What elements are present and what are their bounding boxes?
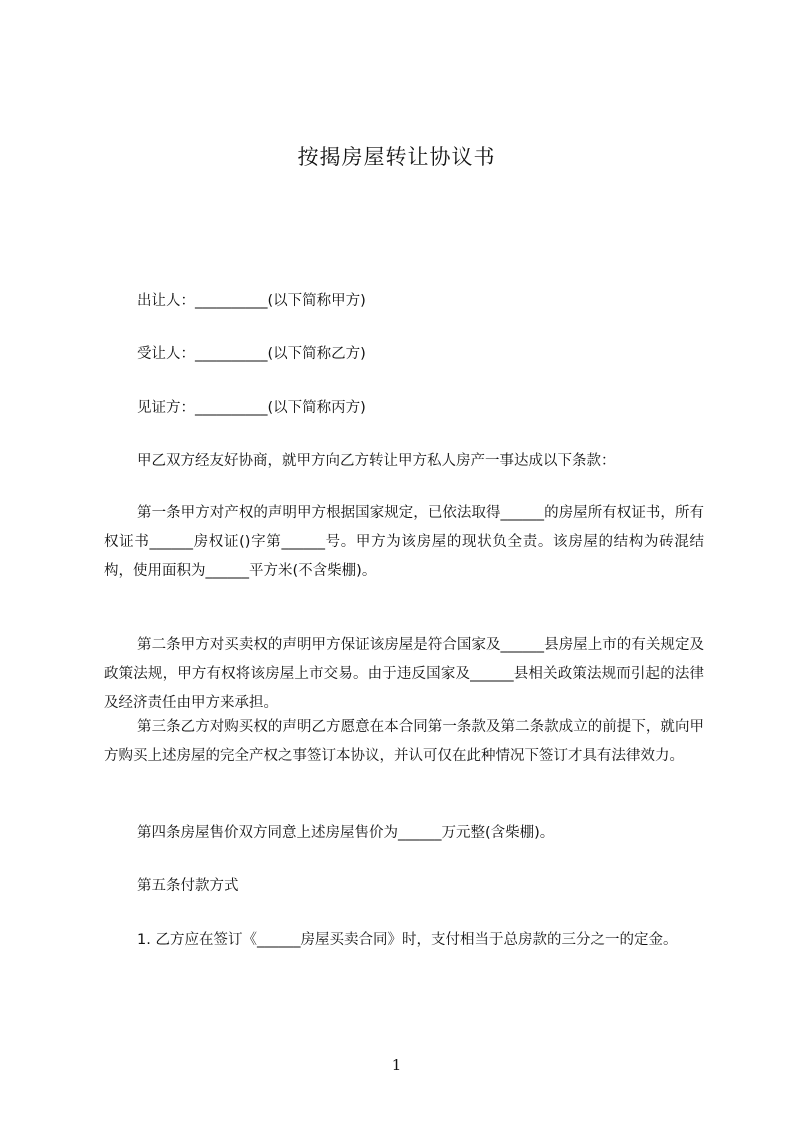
transferee-line: 受让人：__________(以下简称乙方) <box>137 346 366 362</box>
transferor-line: 出让人：__________(以下简称甲方) <box>137 293 366 309</box>
clause-5-item-1-text: 1. 乙方应在签订《______房屋买卖合同》时，支付相当于总房款的三分之一的定金。 <box>137 932 678 948</box>
page-number: 1 <box>391 1056 402 1074</box>
intro-paragraph: 甲乙双方经友好协商，就甲方向乙方转让甲方私人房产一事达成以下条款： <box>137 453 616 469</box>
clause-5-item-1 <box>104 926 704 955</box>
clause-2-paragraph <box>104 631 704 718</box>
clause-1-paragraph <box>104 499 704 586</box>
clause-1-text: 第一条甲方对产权的声明甲方根据国家规定，已依法取得______的房屋所有权证书，所有权证书______房权证()字第______号。甲方为该房屋的现状负全责。该房屋的结构为砖混结构，使用面积为______平方米(不含柴棚)。 <box>104 505 704 579</box>
clause-2-text: 第二条甲方对买卖权的声明甲方保证该房屋是符合国家及______县房屋上市的有关规定及政策法规，甲方有权将该房屋上市交易。由于违反国家及______县相关政策法规而引起的法律及经济责任由甲方来承担。 <box>104 637 704 711</box>
document-title: 按揭房屋转让协议书 <box>297 145 496 169</box>
clause-3-text: 第三条乙方对购买权的声明乙方愿意在本合同第一条款及第二条款成立的前提下，就向甲方购买上述房屋的完全产权之事签订本协议，并认可仅在此种情况下签订才具有法律效力。 <box>104 719 704 764</box>
clause-4-paragraph: 第四条房屋售价双方同意上述房屋售价为______万元整(含柴棚)。 <box>137 825 555 841</box>
clause-5-heading: 第五条付款方式 <box>137 878 239 894</box>
witness-line: 见证方：__________(以下简称丙方) <box>137 400 366 416</box>
clause-3-paragraph <box>104 713 704 771</box>
